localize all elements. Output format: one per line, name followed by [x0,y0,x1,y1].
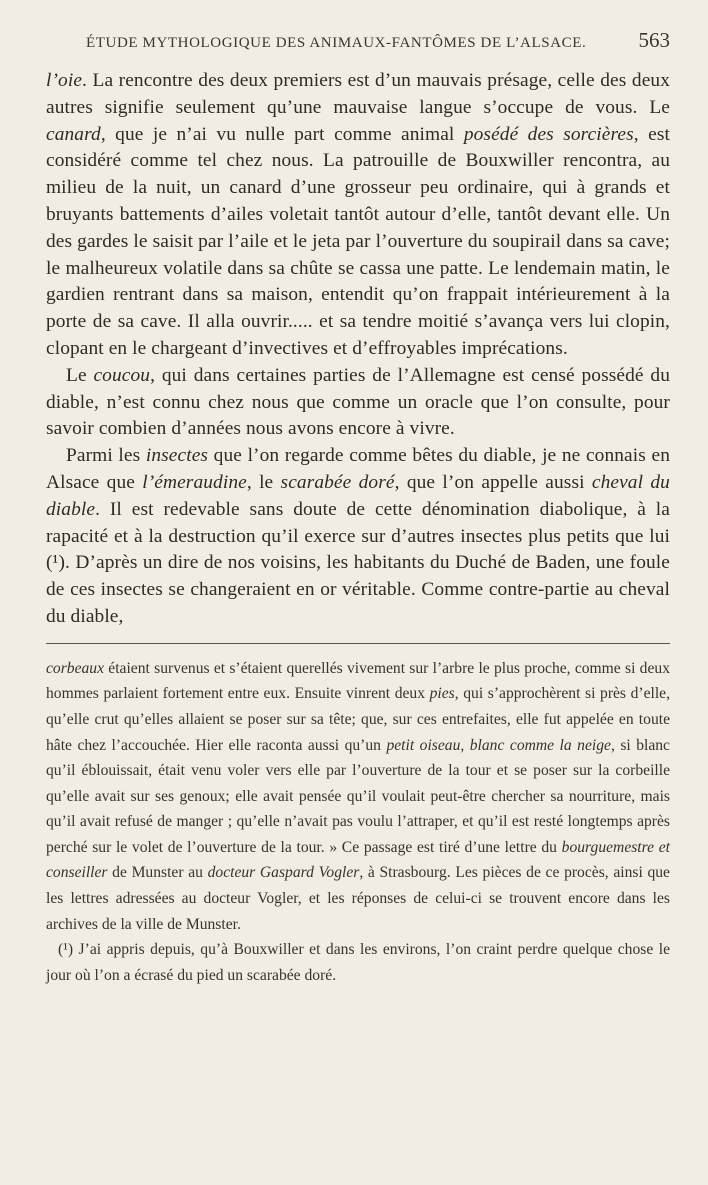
text-run: , que l’on appelle aussi [394,471,592,493]
text-run: , si blanc qu’il éblouissait, était venu voler vers elle par l’ouverture de la tour et se poser sur la corbeille qu’elle avait sur ses genoux; elle avait pensée qu’il voulait peut-être chercher sa nourriture, mais qu’il avait refusé de manger ; qu’elle n’avait pas voulu l’attraper, et qu’il est resté longtemps après perché sur le volet de l’ouverture de la tour. » Ce passage est tiré d’une lettre du [46,736,670,856]
text-run: , que je n’ai vu nulle part comme animal [100,123,464,145]
main-text [46,68,670,631]
footnote-separator [46,643,670,644]
text-run: , à Strasbourg. Les pièces de ce procès, ainsi que les lettres adressées au docteur Vogler, et les réponses de celui-ci se trouvent encore dans les archives de la ville de Munster. [46,864,670,933]
paragraph-coucou [46,363,670,443]
italic-term: posédé des sorcières [463,123,634,145]
text-run: Le [66,364,94,386]
text-run: étaient survenus et s’étaient querellés vivement sur l’arbre le plus proche, comme si deux hommes parlaient fortement entre eux. Ensuite vinrent deux [46,659,670,703]
text-run: , est considéré comme tel chez nous. La patrouille de Bouxwiller rencontra, au milieu de la nuit, un canard d’une grosseur peu ordinaire, qui à grands et bruyants battements d’ailes voletait tantôt autour d’elle, tantôt devant elle. Un des gardes le saisit par l’aile et le jeta par l’ouverture du soupirail dans sa cave; le malheureux volatile dans sa chûte se cassa une patte. Le lendemain matin, le gardien rentrant dans sa maison, entendit qu’on frappait intérieurement à la porte de sa cave. Il alla ouvrir..... et sa tendre moitié s’avança vers lui clopin, clopant en le chargeant d’invectives et d’effroyables imprécations. [46,123,670,359]
text-run: Parmi les [66,445,146,467]
italic-term: scarabée doré [280,471,395,493]
paragraph-insectes [46,443,670,631]
page-number: 563 [638,28,670,52]
footnote-continued [46,656,670,938]
text-run: que l’on regarde comme bêtes du diable, je ne connais en Alsace que [46,445,670,493]
italic-term: pies [429,685,455,703]
italic-term: cheval du diable [46,471,670,520]
running-title: ÉTUDE MYTHOLOGIQUE DES ANIMAUX-FANTÔMES DE L’ALSACE. [86,35,587,51]
italic-term: petit oiseau, blanc comme la neige [386,736,611,754]
text-run: . La rencontre des deux premiers est d’un mauvais présage, celle des deux autres signifie seulement qu’une mauvaise langue s’occupe de vous. Le [46,70,670,118]
text-run: de Munster au [107,864,208,882]
footnotes [46,656,670,989]
italic-term: l’émeraudine [142,471,247,493]
running-header [46,0,670,56]
text-run: , le [246,471,281,493]
italic-term: corbeaux [46,659,105,677]
italic-term: insectes [145,445,209,467]
italic-term: docteur Gaspard Vogler [207,864,360,882]
italic-term: bourguemestre et conseiller [46,838,670,882]
italic-term: coucou [93,364,151,386]
text-run: , qui s’approchèrent si près d’elle, qu’elle crut qu’elles allaient se poser sur sa tête; que, sur ces entrefaites, elle fut appelée en toute hâte chez l’accouchée. Hier elle raconta aussi qu’un [46,685,670,754]
text-run: . Il est redevable sans doute de cette dénomination diabolique, à la rapacité et à la destruction qu’il exerce sur d’autres insectes plus petits que lui (¹). D’après un dire de nos voisins, les habitants du Duché de Baden, une foule de ces insectes se changeraient en or véritable. Comme contre-partie au cheval du diable, [46,498,670,627]
text-run: , qui dans certaines parties de l’Allemagne est censé possédé du diable, n’est connu chez nous que comme un oracle que l’on consulte, pour savoir combien d’années nous avons encore à vivre. [46,364,670,440]
footnote-1: (¹) J’ai appris depuis, qu’à Bouxwiller et dans les environs, l’on craint perdre quelque chose le jour où l’on a écrasé du pied un scarabée doré. [46,941,670,984]
italic-term: canard [46,123,101,145]
italic-term: l’oie [46,70,83,91]
paragraph-oie [46,68,670,363]
